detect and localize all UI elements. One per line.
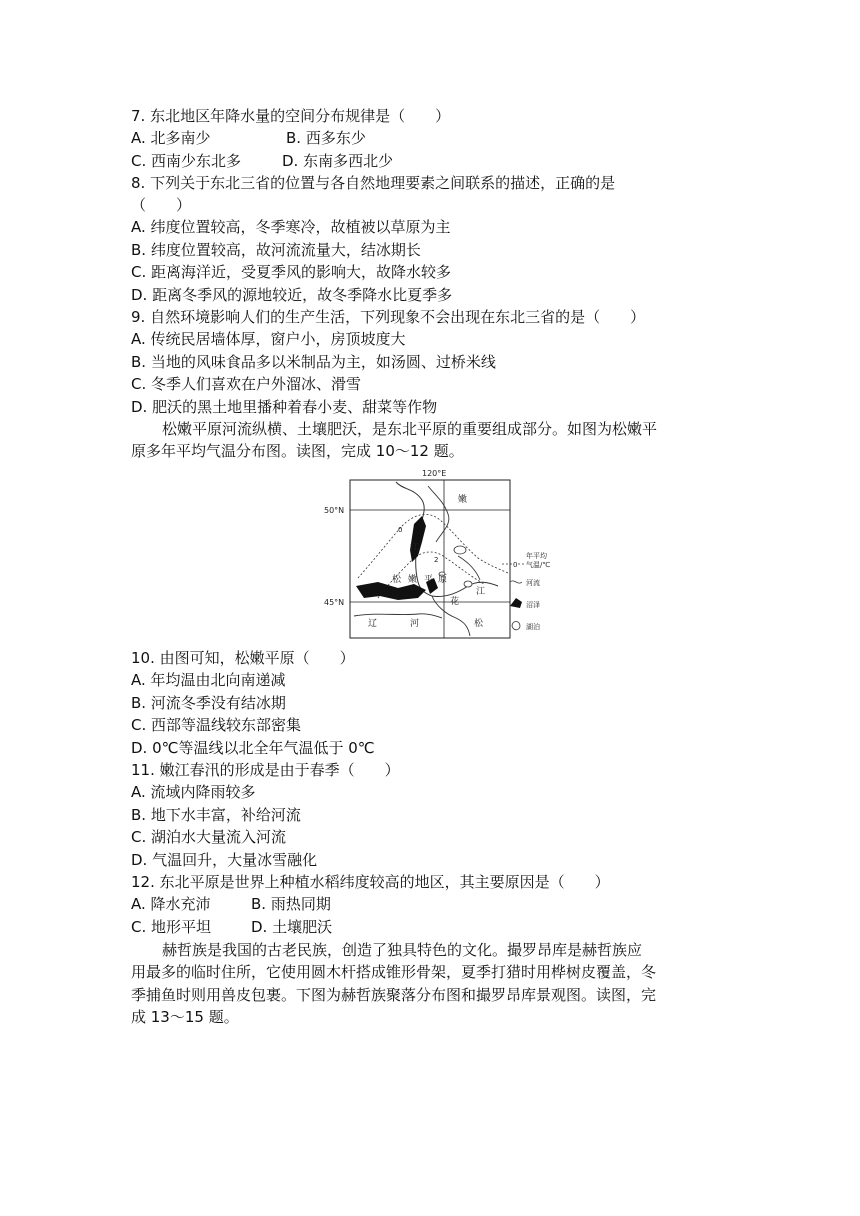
legend-isotherm-value: 0 xyxy=(513,561,518,569)
legend-swamp-icon xyxy=(510,598,522,608)
lake-1 xyxy=(454,546,466,554)
lat-45n-label: 45°N xyxy=(324,598,345,607)
q7-option-a: A. 北多南少 xyxy=(131,129,211,147)
swamp-north xyxy=(410,516,426,562)
q7-option-d: D. 东南多西北少 xyxy=(282,152,394,170)
passage-2-line-4: 成 13～15 题。 xyxy=(131,1008,239,1026)
liao-river xyxy=(354,614,442,618)
q12-option-d: D. 土壤肥沃 xyxy=(251,918,333,936)
q9-option-a: A. 传统民居墙体厚，窗户小，房顶坡度大 xyxy=(131,330,406,348)
isotherm-2-label: 2 xyxy=(434,556,439,564)
label-hua: 花 xyxy=(450,597,460,607)
passage-2-line-2: 用最多的临时住所，它使用圆木杆搭成锥形骨架，夏季打猎时用桦树皮覆盖，冬 xyxy=(131,963,657,981)
q11-option-c: C. 湖泊水大量流入河流 xyxy=(131,828,287,846)
q7-option-c: C. 西南少东北多 xyxy=(131,152,242,170)
lat-50n-label: 50°N xyxy=(324,506,345,515)
q12-stem: 12. 东北平原是世界上种植水稻纬度较高的地区，其主要原因是（ ） xyxy=(131,873,610,891)
label-jiang-1: 江 xyxy=(410,543,420,553)
longitude-label: 120°E xyxy=(422,469,447,478)
tributary-1 xyxy=(428,486,449,542)
q8-stem-cont: （ ） xyxy=(131,196,192,214)
isotherm-0-label: 0 xyxy=(398,526,403,534)
q11-option-d: D. 气温回升，大量冰雪融化 xyxy=(131,851,318,869)
q8-stem: 8. 下列关于东北三省的位置与各自然地理要素之间联系的描述，正确的是 xyxy=(131,174,616,192)
q8-option-a: A. 纬度位置较高，冬季寒冷，故植被以草原为主 xyxy=(131,218,451,236)
q9-option-b: B. 当地的风味食品多以米制品为主，如汤圆、过桥米线 xyxy=(131,353,496,371)
legend-isotherm-label-1: 年平均 xyxy=(526,552,547,560)
q7-option-b: B. 西多东少 xyxy=(286,129,366,147)
legend-isotherm-label-2: 气温/℃ xyxy=(526,561,551,569)
legend-river-label: 河流 xyxy=(526,579,540,587)
q12-option-c: C. 地形平坦 xyxy=(131,918,212,936)
label-nen: 嫩 xyxy=(458,495,468,505)
q9-stem: 9. 自然环境影响人们的生产生活，下列现象不会出现在东北三省的是（ ） xyxy=(131,308,646,326)
label-he: 河 xyxy=(410,619,420,629)
q8-option-d: D. 距离冬季风的源地较近，故冬季降水比夏季多 xyxy=(131,286,453,304)
map-legend xyxy=(502,551,550,631)
passage-1-line-2: 原多年平均气温分布图。读图，完成 10～12 题。 xyxy=(131,442,464,460)
passage-1-line-1: 松嫩平原河流纵横、土壤肥沃，是东北平原的重要组成部分。如图为松嫩平 xyxy=(162,420,658,438)
legend-lake-icon xyxy=(512,622,520,630)
legend-river-icon xyxy=(510,581,522,583)
tributary-2 xyxy=(458,556,480,580)
q11-stem: 11. 嫩江春汛的形成是由于春季（ ） xyxy=(131,761,400,779)
q11-option-a: A. 流域内降雨较多 xyxy=(131,783,256,801)
label-nen-2: 嫩 xyxy=(408,575,418,585)
label-song-2: 松 xyxy=(474,619,484,629)
q11-option-b: B. 地下水丰富，补给河流 xyxy=(131,806,301,824)
q10-stem: 10. 由图可知，松嫩平原（ ） xyxy=(131,649,355,667)
q9-option-d: D. 肥沃的黑土地里播种着春小麦、甜菜等作物 xyxy=(131,398,438,416)
songnen-plain-temperature-map xyxy=(318,466,551,642)
label-song: 松 xyxy=(392,575,402,585)
label-yuan: 原 xyxy=(438,575,448,585)
q7-stem: 7. 东北地区年降水量的空间分布规律是（ ） xyxy=(131,107,451,125)
q8-option-b: B. 纬度位置较高，故河流流量大，结冰期长 xyxy=(131,241,421,259)
legend-swamp-label: 沼泽 xyxy=(526,601,540,609)
passage-2-line-1: 赫哲族是我国的古老民族，创造了独具特色的文化。撮罗昂库是赫哲族应 xyxy=(162,941,643,959)
label-liao: 辽 xyxy=(368,619,378,629)
q12-option-a: A. 降水充沛 xyxy=(131,895,211,913)
q12-option-b: B. 雨热同期 xyxy=(251,895,331,913)
q10-option-b: B. 河流冬季没有结冰期 xyxy=(131,694,286,712)
label-ping: 平 xyxy=(424,575,434,585)
q10-option-a: A. 年均温由北向南递减 xyxy=(131,671,286,689)
passage-2-line-3: 季捕鱼时则用兽皮包裹。下图为赫哲族聚落分布图和撮罗昂库景观图。读图，完 xyxy=(131,986,657,1004)
q10-option-d: D. 0℃等温线以北全年气温低于 0℃ xyxy=(131,739,375,757)
legend-lake-label: 湖泊 xyxy=(526,623,540,631)
lake-2 xyxy=(464,581,472,587)
q8-option-c: C. 距离海洋近，受夏季风的影响大，故降水较多 xyxy=(131,263,452,281)
q9-option-c: C. 冬季人们喜欢在户外溜冰、滑雪 xyxy=(131,375,362,393)
label-jiang-2: 江 xyxy=(476,587,486,597)
q10-option-c: C. 西部等温线较东部密集 xyxy=(131,716,302,734)
isotherm-0 xyxy=(358,514,510,578)
